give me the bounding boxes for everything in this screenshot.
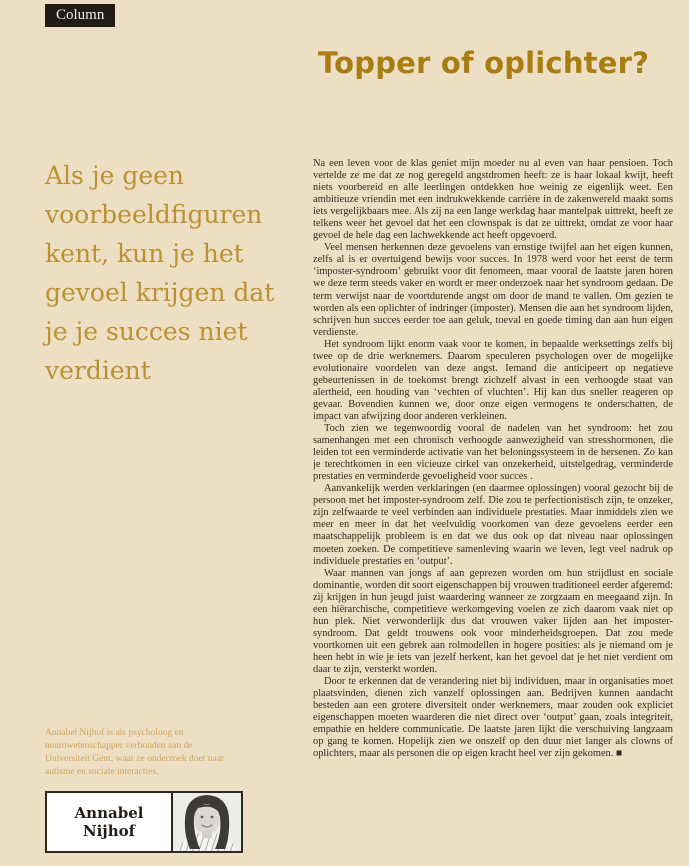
body-paragraph: Waar mannen van jongs af aan geprezen worden om hun strijdlust en sociale dominantie, worden dit soort eigenschappen bij vrouwen traditioneel eerder afgeremd: zij krijgen in hun jeugd juist waardering wanneer ze zorgzaam en meegaand zijn. In een hiërarchische, competitieve werkomgeving voelen ze zich daarom vaak niet op hun plek. Niet verwonderlijk dus dat vrouwen vaker lijden aan het imposter-syndroom. Dat geldt trouwens ook voor minderheidsgroepen. Dat zou mede voortkomen uit een gebrek aan rolmodellen in hogere posities: als je niemand om je heen hebt in wie je iets van jezelf herkent, kan het gevoel dat je het niet verdient om daar te zijn, versterkt worden. (313, 567, 673, 675)
body-paragraph: Aanvankelijk werden verklaringen (en daarmee oplossingen) vooral gezocht bij de persoon met het imposter-syndroom zelf. Die zou te perfectionistisch zijn, te onzeker, zijn zelfwaarde te veel verbinden aan individuele prestaties. Maar inmiddels zien we meer en meer in dat het veelvuldig voorkomen van deze gevoelens eerder een maatschappelijk probleem is en dat we dus ook op dat niveau naar oplossingen moeten zoeken. De competitieve samenleving waarin we leven, legt veel nadruk op individuele prestaties en ‘output’. (313, 483, 673, 567)
body-paragraph: Het syndroom lijkt enorm vaak voor te komen, in bepaalde werksettings zelfs bij twee op de drie werknemers. Daarom speculeren psychologen over de mogelijke evolutionaire voordelen van deze angst. Iemand die anticipeert op negatieve gebeurtenissen in de toekomst brengt zichzelf alvast in een verhoogde staat van alertheid, een houding van ‘vechten of vluchten’. Hij kan dus sneller reageren op gevaar. Bovendien kunnen we, door onze eigen vermogens te onderschatten, de impact van afwijzing door anderen verkleinen. (313, 338, 673, 422)
body-paragraph: Na een leven voor de klas geniet mijn moeder nu al even van haar pensioen. Toch vertelde ze me dat ze nog geregeld angstdromen heeft: ze is haar lokaal kwijt, heeft niets voorbereid en alle leerlingen ontdekken hoe weinig ze eigenlijk weet. Een ambitieuze vriendin met een indrukwekkende carrière in de zakenwereld maakt soms iets vergelijkbaars mee. Als zij na een lange werkdag haar mantelpak uittrekt, heeft ze telkens weer het gevoel dat het een clownspak is dat ze uittrekt, omdat ze voor haar gevoel de hele dag een lachwekkende act heeft opgevoerd. (313, 158, 673, 242)
pull-quote: Als je geen voorbeeldfiguren kent, kun je het gevoel krijgen dat je je succes niet verdient (45, 161, 275, 385)
author-box (45, 791, 243, 853)
body-paragraph: Door te erkennen dat de verandering niet bij individuen, maar in organisaties moet plaatsvinden, dienen zich vanzelf oplossingen aan. Bedrijven kunnen aandacht besteden aan een grotere diversiteit onder werknemers, maar zouden ook expliciet eigenschappen moeten waarderen die niet direct over ‘output’ gaan, zoals integriteit, empathie en heldere communicatie. De laatste jaren lijkt die verschuiving langzaam op gang te komen. Hopelijk zien we onszelf op den duur niet langer als clowns of oplichters, maar als personen die op eigen kracht heel ver zijn gekomen. ■ (313, 676, 673, 760)
article-body (313, 158, 673, 858)
author-bio: Annabel Nijhof is als psycholoog en neurowetenschapper verbonden aan de Universiteit Gent, waar ze onderzoek doet naar autisme en sociale interacties. (45, 728, 225, 777)
author-name: Annabel Nijhof (74, 804, 144, 840)
body-paragraph: Toch zien we tegenwoordig vooral de nadelen van het syndroom: het zou samenhangen met een chronisch verhoogde aanwezigheid van stresshormonen, die leiden tot een verminderde activatie van het beloningssysteem in de hersenen. Zo kan je terechtkomen in een vicieuze cirkel van onzekerheid, uitstelgedrag, verminderde prestaties en verminderde gevoeligheid voor succes . (313, 423, 673, 483)
body-paragraph: Veel mensen herkennen deze gevoelens van ernstige twijfel aan het eigen kunnen, zelfs al is er overtuigend bewijs voor succes. In 1978 werd voor het eerst de term ‘imposter-syndroom’ gebruikt voor dit fenomeen, maar vooral de laatste jaren horen we deze term steeds vaker en wordt er meer onderzoek naar het syndroom gedaan. De term verwijst naar de voortdurende angst om door de mand te vallen. Om gezien te worden als een oplichter of indringer (imposter). Mensen die aan het syndroom lijden, schrijven hun succes eerder toe aan geluk, toeval en goede timing dan aan hun eigen verdienste. (313, 242, 673, 338)
author-portrait-photo (171, 793, 241, 851)
column-badge: Column (45, 4, 115, 27)
portrait-illustration (173, 793, 241, 851)
page-title: Topper of oplichter? (318, 46, 650, 80)
